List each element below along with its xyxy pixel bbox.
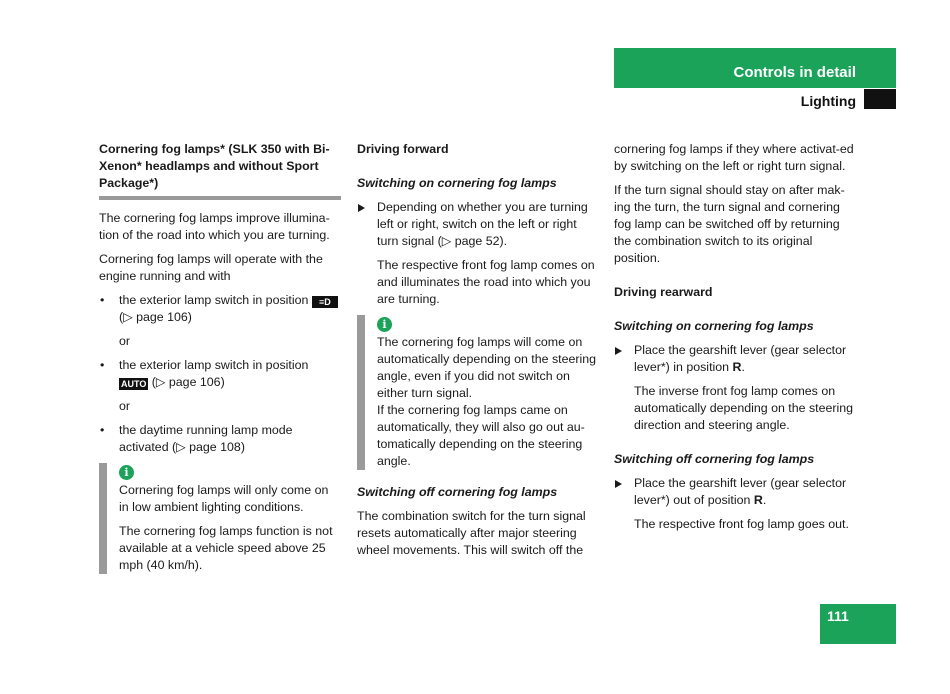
page-number-box xyxy=(820,604,896,644)
switch-off-paragraph: The combination switch for the turn signal resets automatically after major steering wheel movements. This will switch off the xyxy=(357,509,586,557)
info-note xyxy=(357,315,599,470)
column-right xyxy=(614,141,858,540)
intro-paragraph: The cornering fog lamps improve illumina-tion of the road into which you are turning. xyxy=(99,211,330,242)
note-paragraph: Cornering fog lamps will only come on in low ambient lighting conditions. xyxy=(119,483,329,514)
section-header-bar xyxy=(614,48,896,88)
info-icon: i xyxy=(377,317,392,332)
driving-forward-heading: Driving forward xyxy=(357,142,449,156)
column-left xyxy=(99,141,341,584)
or-text: or xyxy=(119,334,131,348)
gear-position: R xyxy=(732,360,742,374)
list-item: • the exterior lamp switch in position ≡D (▷ page 106) xyxy=(99,292,341,326)
turn-signal-paragraph: If the turn signal should stay on after mak-ing the turn, the turn signal and cornering fog lamp can be switched off by returning the combination switch to its original position. xyxy=(614,183,845,265)
instruction-step: Depending on whether you are turning left or right, switch on the left or right turn signal (▷ page 52). xyxy=(357,199,599,250)
instruction-step: Place the gearshift lever (gear selector lever*) in position R. xyxy=(614,342,858,376)
switching-off-subheading: Switching off cornering fog lamps xyxy=(357,485,558,499)
column-middle xyxy=(357,141,599,566)
step-result: The inverse front fog lamp comes on automatically depending on the steering direction and steering angle. xyxy=(634,384,854,432)
info-icon: i xyxy=(119,465,134,480)
headlamp-symbol-icon: ≡D xyxy=(312,296,338,308)
step-result: The respective front fog lamp comes on and illuminates the road into which you are turning. xyxy=(377,258,595,306)
instruction-step: Place the gearshift lever (gear selector lever*) out of position R. xyxy=(614,475,858,509)
cornering-heading: Cornering fog lamps* (SLK 350 with Bi-Xenon* headlamps and without Sport Package*) xyxy=(99,142,330,190)
bullet-dot: • xyxy=(100,358,105,372)
heading-rule xyxy=(99,196,341,200)
note-paragraph: If the cornering fog lamps came on automatically, they will also go out au-tomatically depending on the steering angle. xyxy=(377,403,585,468)
page-number: 111 xyxy=(827,608,849,624)
subsection-title: Lighting xyxy=(800,93,856,109)
page-reference: (▷ page 106) xyxy=(119,310,192,324)
switching-off-subheading: Switching off cornering fog lamps xyxy=(614,452,815,466)
step-arrow-icon xyxy=(615,347,622,355)
switching-on-subheading: Switching on cornering fog lamps xyxy=(614,319,814,333)
continued-paragraph: cornering fog lamps if they where activat-ed by switching on the left or right turn signal. xyxy=(614,142,854,173)
bullet-dot: • xyxy=(100,423,105,437)
subsection-marker xyxy=(864,89,896,109)
auto-symbol-icon: AUTO xyxy=(121,379,147,389)
subsection-header xyxy=(614,89,896,109)
step-arrow-icon xyxy=(615,480,622,488)
operate-paragraph: Cornering fog lamps will operate with the engine running and with xyxy=(99,252,323,283)
gear-position: R xyxy=(753,493,763,507)
note-paragraph: The cornering fog lamps function is not available at a vehicle speed above 25 mph (40 km/h). xyxy=(119,524,333,572)
step-result: The respective front fog lamp goes out. xyxy=(634,517,849,531)
list-item: • the daytime running lamp mode activated (▷ page 108) xyxy=(100,423,293,454)
bullet-dot: • xyxy=(100,293,105,307)
driving-rearward-heading: Driving rearward xyxy=(614,285,713,299)
info-note xyxy=(99,463,341,574)
switching-on-subheading: Switching on cornering fog lamps xyxy=(357,176,557,190)
or-text: or xyxy=(119,399,131,413)
page-reference: (▷ page 106) xyxy=(151,375,225,389)
section-title: Controls in detail xyxy=(733,64,856,81)
note-paragraph: The cornering fog lamps will come on automatically depending on the steering angle, even if you did not switch on either turn signal. xyxy=(377,335,597,400)
list-item: • the exterior lamp switch in position AUTO (▷ page 106) xyxy=(100,358,309,389)
step-arrow-icon xyxy=(358,204,365,212)
